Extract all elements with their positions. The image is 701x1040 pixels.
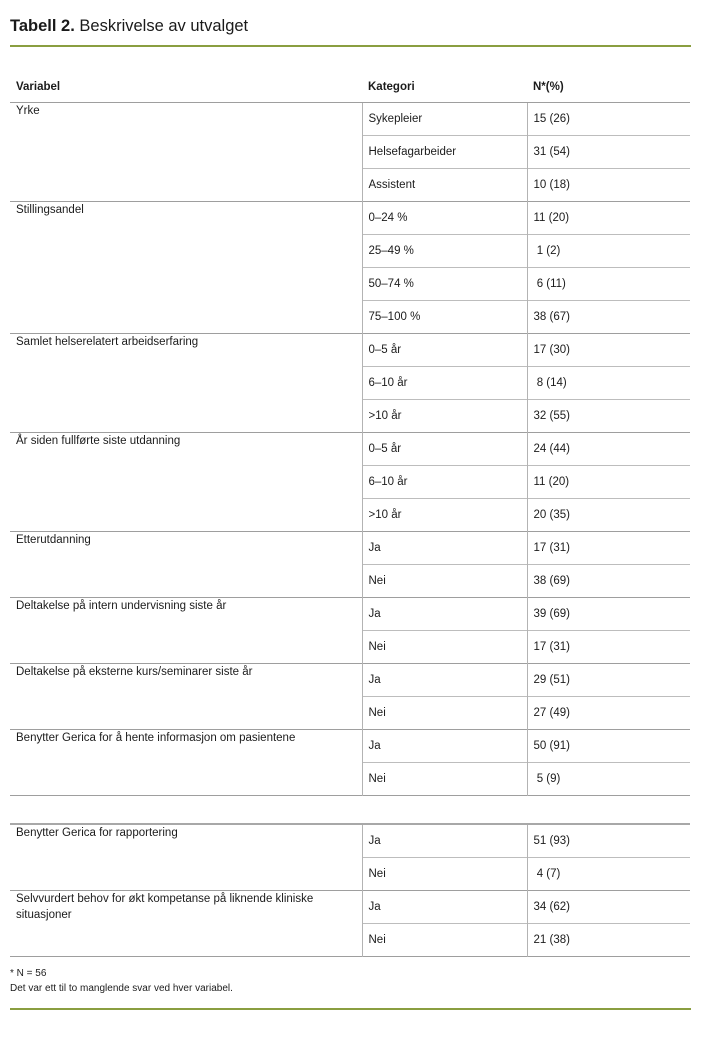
kategori-cell: Nei <box>362 565 527 598</box>
variabel-cell: Benytter Gerica for rapportering <box>10 824 362 890</box>
page <box>0 16 701 1040</box>
table-title-text: Beskrivelse av utvalget <box>74 17 249 35</box>
sample-description-table-continued <box>10 823 690 957</box>
variabel-cell: År siden fullførte siste utdanning <box>10 433 362 532</box>
table-title-number: Tabell 2. <box>10 17 75 35</box>
variabel-cell: Deltakelse på intern undervisning siste år <box>10 598 362 664</box>
n-percent-cell: 51 (93) <box>527 824 690 857</box>
footnotes <box>10 966 691 997</box>
kategori-cell: Nei <box>362 697 527 730</box>
n-percent-cell: 11 (20) <box>527 466 690 499</box>
variabel-cell: Benytter Gerica for å hente informasjon om pasientene <box>10 730 362 796</box>
n-percent-cell: 8 (14) <box>527 367 690 400</box>
kategori-cell: Ja <box>362 730 527 763</box>
n-percent-cell: 11 (20) <box>527 202 690 235</box>
table-row <box>10 730 690 763</box>
table-row <box>10 890 690 923</box>
kategori-cell: Nei <box>362 923 527 956</box>
bottom-green-rule <box>10 1008 691 1010</box>
kategori-cell: Ja <box>362 824 527 857</box>
kategori-cell: 0–24 % <box>362 202 527 235</box>
table-row <box>10 664 690 697</box>
kategori-cell: 50–74 % <box>362 268 527 301</box>
n-percent-cell: 31 (54) <box>527 136 690 169</box>
variabel-cell: Etterutdanning <box>10 532 362 598</box>
kategori-cell: Ja <box>362 664 527 697</box>
table-row <box>10 433 690 466</box>
variabel-cell: Stillingsandel <box>10 202 362 334</box>
kategori-cell: 6–10 år <box>362 466 527 499</box>
table-row <box>10 824 690 857</box>
header-row <box>10 47 690 103</box>
n-percent-cell: 10 (18) <box>527 169 690 202</box>
kategori-cell: Ja <box>362 598 527 631</box>
kategori-cell: 75–100 % <box>362 301 527 334</box>
footnote-missing-answers: Det var ett til to manglende svar ved hver variabel. <box>10 983 233 994</box>
n-percent-cell: 38 (67) <box>527 301 690 334</box>
kategori-cell: Helsefagarbeider <box>362 136 527 169</box>
kategori-cell: Ja <box>362 532 527 565</box>
kategori-cell: Nei <box>362 763 527 796</box>
n-percent-cell: 24 (44) <box>527 433 690 466</box>
kategori-cell: Sykepleier <box>362 103 527 136</box>
n-percent-cell: 4 (7) <box>527 857 690 890</box>
kategori-cell: 0–5 år <box>362 433 527 466</box>
table-row <box>10 202 690 235</box>
n-percent-cell: 34 (62) <box>527 890 690 923</box>
table-row <box>10 334 690 367</box>
n-percent-cell: 6 (11) <box>527 268 690 301</box>
n-percent-cell: 17 (31) <box>527 532 690 565</box>
table-row <box>10 532 690 565</box>
col-header-variabel: Variabel <box>10 47 362 103</box>
col-header-n: N*(%) <box>527 47 690 103</box>
kategori-cell: Nei <box>362 631 527 664</box>
table-row <box>10 598 690 631</box>
n-percent-cell: 17 (31) <box>527 631 690 664</box>
variabel-cell: Yrke <box>10 103 362 202</box>
kategori-cell: 0–5 år <box>362 334 527 367</box>
sample-description-table <box>10 47 690 796</box>
kategori-cell: Ja <box>362 890 527 923</box>
variabel-cell: Selvvurdert behov for økt kompetanse på liknende kliniske situasjoner <box>10 890 362 956</box>
kategori-cell: Assistent <box>362 169 527 202</box>
kategori-cell: 6–10 år <box>362 367 527 400</box>
n-percent-cell: 15 (26) <box>527 103 690 136</box>
n-percent-cell: 38 (69) <box>527 565 690 598</box>
n-percent-cell: 32 (55) <box>527 400 690 433</box>
variabel-cell: Deltakelse på eksterne kurs/seminarer siste år <box>10 664 362 730</box>
table-row <box>10 103 690 136</box>
kategori-cell: >10 år <box>362 499 527 532</box>
n-percent-cell: 27 (49) <box>527 697 690 730</box>
footnote-sample-size: * N = 56 <box>10 967 47 979</box>
n-percent-cell: 5 (9) <box>527 763 690 796</box>
n-percent-cell: 21 (38) <box>527 923 690 956</box>
kategori-cell: Nei <box>362 857 527 890</box>
col-header-kategori: Kategori <box>362 47 527 103</box>
n-percent-cell: 29 (51) <box>527 664 690 697</box>
n-percent-cell: 50 (91) <box>527 730 690 763</box>
n-percent-cell: 39 (69) <box>527 598 690 631</box>
kategori-cell: 25–49 % <box>362 235 527 268</box>
variabel-cell: Samlet helserelatert arbeidserfaring <box>10 334 362 433</box>
n-percent-cell: 17 (30) <box>527 334 690 367</box>
table-title <box>10 16 691 36</box>
n-percent-cell: 1 (2) <box>527 235 690 268</box>
kategori-cell: >10 år <box>362 400 527 433</box>
n-percent-cell: 20 (35) <box>527 499 690 532</box>
